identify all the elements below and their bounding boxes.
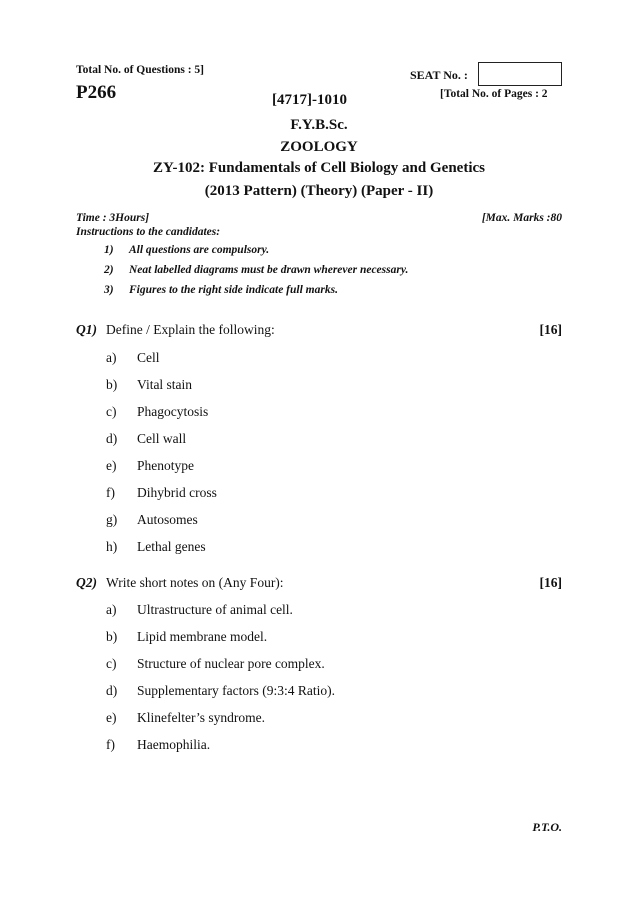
question-text: Write short notes on (Any Four): bbox=[106, 575, 284, 590]
item-letter: e) bbox=[106, 458, 117, 473]
item-text: Cell wall bbox=[137, 431, 187, 446]
seat-number-label: SEAT No. : bbox=[410, 68, 468, 82]
paper-pattern: (2013 Pattern) (Theory) (Paper - II) bbox=[204, 183, 434, 199]
exam-code: [4717]-1010 bbox=[272, 92, 347, 108]
item-letter: e) bbox=[106, 710, 117, 725]
item-letter: g) bbox=[106, 512, 118, 527]
item-letter: f) bbox=[106, 485, 115, 500]
max-marks: [Max. Marks :80 bbox=[481, 212, 562, 224]
instruction-text: All questions are compulsory. bbox=[129, 244, 270, 256]
item-text: Supplementary factors (9:3:4 Ratio). bbox=[137, 683, 335, 698]
item-letter: b) bbox=[106, 629, 118, 644]
item-text: Ultrastructure of animal cell. bbox=[137, 602, 293, 617]
item-text: Lethal genes bbox=[137, 539, 206, 554]
instruction-text: Figures to the right side indicate full marks. bbox=[129, 284, 338, 296]
item-text: Autosomes bbox=[137, 512, 198, 527]
seat-number-box bbox=[478, 62, 562, 86]
paper-title: ZY-102: Fundamentals of Cell Biology and Genetics bbox=[153, 160, 485, 176]
question-number: Q1) bbox=[76, 322, 97, 337]
item-text: Lipid membrane model. bbox=[137, 629, 268, 644]
instruction-number: 1) bbox=[104, 244, 114, 256]
paper-code: P266 bbox=[76, 82, 117, 103]
item-letter: c) bbox=[106, 656, 117, 671]
item-text: Phenotype bbox=[137, 458, 194, 473]
question-number: Q2) bbox=[76, 575, 97, 590]
question-text: Define / Explain the following: bbox=[106, 322, 275, 337]
item-letter: a) bbox=[106, 350, 117, 365]
course-name: F.Y.B.Sc. bbox=[290, 117, 348, 133]
item-letter: d) bbox=[106, 431, 118, 446]
item-letter: h) bbox=[106, 539, 118, 554]
item-text: Structure of nuclear pore complex. bbox=[137, 656, 325, 671]
item-text: Cell bbox=[137, 350, 160, 365]
total-questions: Total No. of Questions : 5] bbox=[76, 64, 204, 76]
page-turn-note: P.T.O. bbox=[532, 820, 562, 834]
item-text: Phagocytosis bbox=[137, 404, 209, 419]
item-text: Vital stain bbox=[137, 377, 193, 392]
instruction-text: Neat labelled diagrams must be drawn wherever necessary. bbox=[129, 264, 409, 276]
question-marks: [16] bbox=[539, 575, 562, 590]
question-marks: [16] bbox=[539, 322, 562, 337]
item-letter: b) bbox=[106, 377, 118, 392]
exam-time: Time : 3Hours] bbox=[76, 212, 150, 224]
instruction-number: 2) bbox=[104, 264, 114, 276]
item-letter: c) bbox=[106, 404, 117, 419]
instruction-number: 3) bbox=[104, 284, 114, 296]
total-pages: [Total No. of Pages : 2 bbox=[440, 88, 548, 100]
item-text: Dihybrid cross bbox=[137, 485, 217, 500]
subject-name: ZOOLOGY bbox=[280, 139, 358, 155]
instructions-title: Instructions to the candidates: bbox=[76, 226, 221, 238]
item-letter: a) bbox=[106, 602, 117, 617]
item-text: Haemophilia. bbox=[137, 737, 211, 752]
item-letter: f) bbox=[106, 737, 115, 752]
item-text: Klinefelter’s syndrome. bbox=[137, 710, 265, 725]
item-letter: d) bbox=[106, 683, 118, 698]
